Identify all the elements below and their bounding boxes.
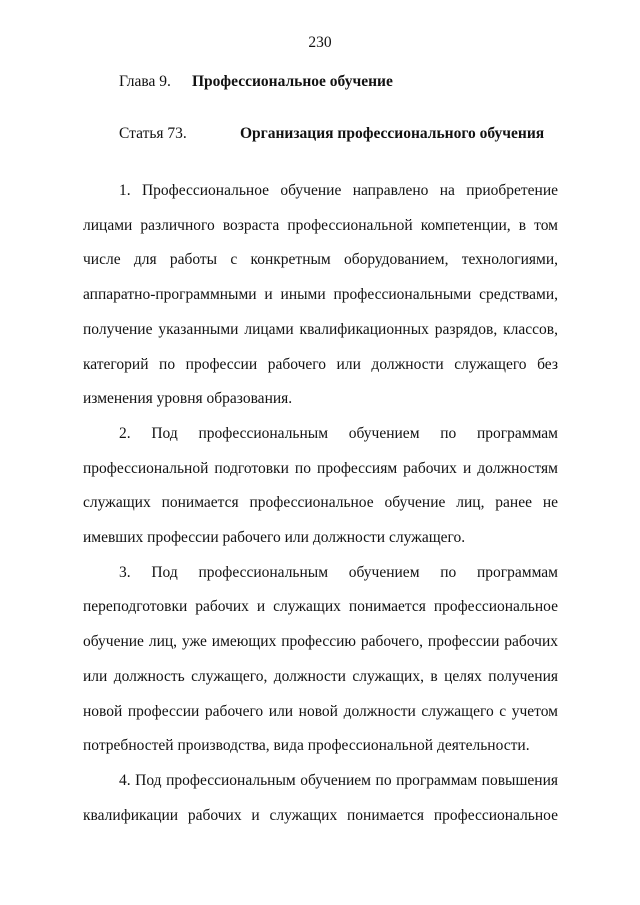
article-title: Организация профессионального обучения	[240, 125, 545, 142]
page-number: 230	[308, 34, 332, 51]
chapter-heading	[119, 73, 393, 91]
paragraph-3: 3. Под профессиональным обучением по программам переподготовки рабочих и служащих понимается профессиональное обучение лиц, уже имеющих профессию рабочего, профессии рабочих или должность служащего, должности служащих, в целях получения новой профессии рабочего или новой должности служащего с учетом потребностей производства, вида профессиональной деятельности.	[83, 563, 558, 755]
paragraph-2: 2. Под профессиональным обучением по программам профессиональной подготовки по профессиям рабочих и должностям служащих понимается профессиональное обучение лиц, ранее не имевших профессии рабочего или должности служащего.	[83, 424, 558, 547]
article-heading	[119, 125, 544, 143]
article-body	[83, 174, 558, 833]
chapter-title: Профессиональное обучение	[192, 73, 393, 90]
chapter-label: Глава 9.	[119, 73, 171, 90]
paragraph-1: 1. Профессиональное обучение направлено на приобретение лицами различного возраста профессиональной компетенции, в том числе для работы с конкретным оборудованием, технологиями, аппаратно-программными и иными профессиональными средствами, получение указанными лицами квалификационных разрядов, классов, категорий по профессии рабочего или должности служащего без изменения уровня образования.	[83, 182, 558, 408]
article-label: Статья 73.	[119, 125, 187, 142]
paragraph-4: 4. Под профессиональным обучением по программам повышения квалификации рабочих и служащих понимается профессиональное	[83, 771, 558, 824]
